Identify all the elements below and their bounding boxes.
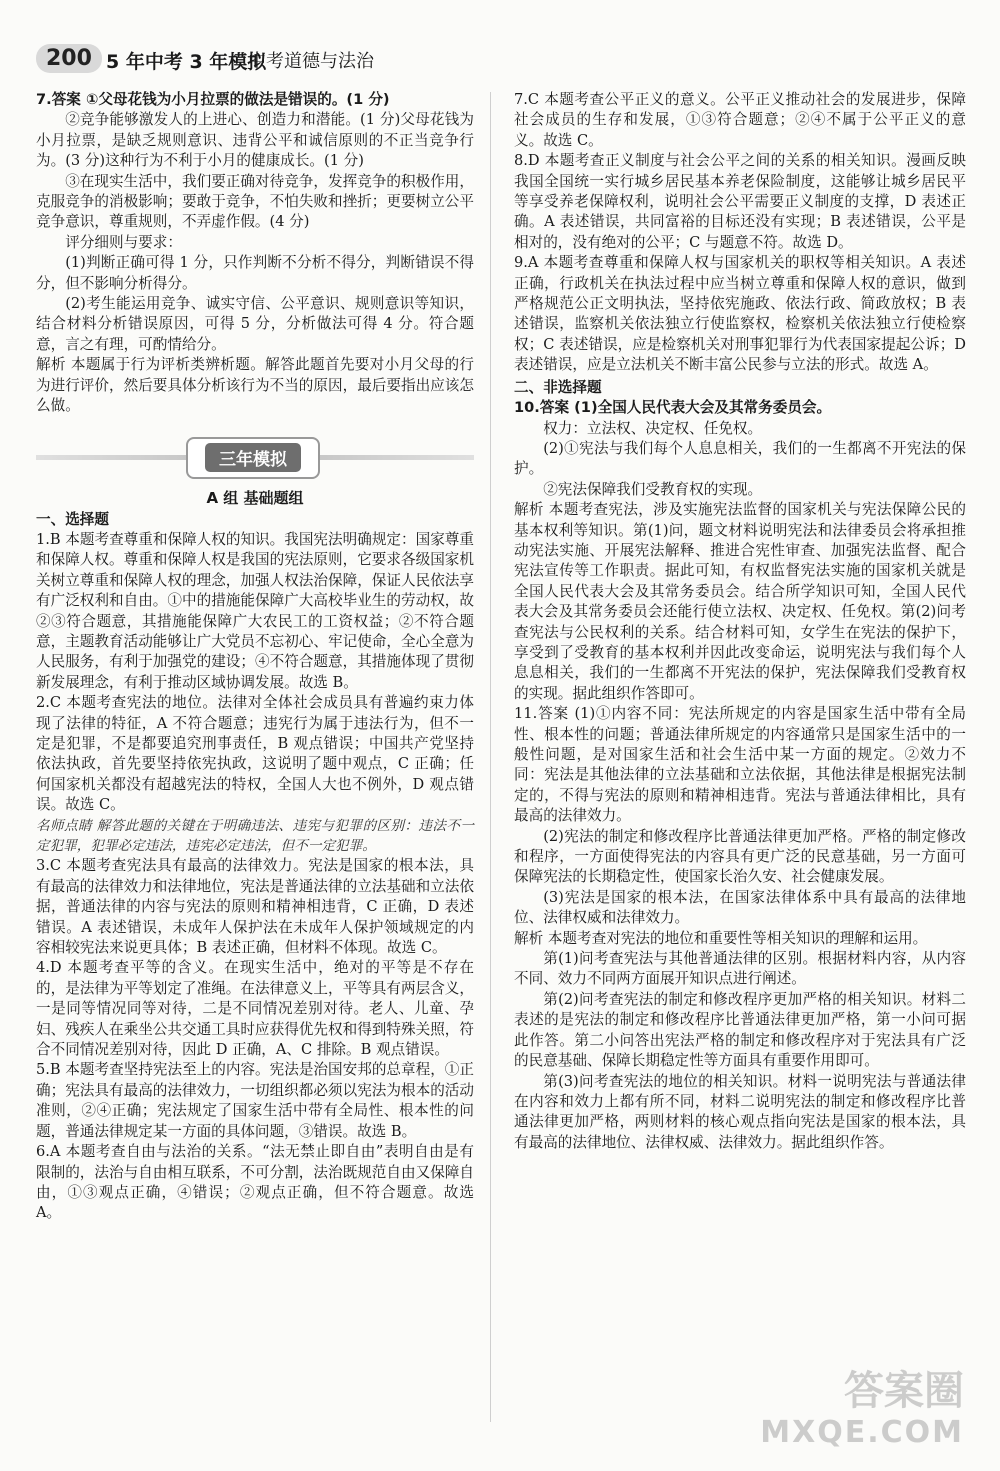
analysis-10: 解析 本题考查宪法，涉及实施宪法监督的国家机关与宪法保障公民的基本权利等知识。第(1)问，题文材料说明宪法和法律委员会将承担推动宪法实施、开展宪法解释、推进合宪性审查、加强宪法监督、配合宪法宣传等工作职责。据此可知，有权监督宪法实施的国家机关就是全国人民代表大会及其常务委员会。结合所学知识可知，全国人民代表大会及其常务委员会还能行使立法权、决定权、任免权。第(2)问考查宪法与公民权利的关系。结合材料可知，女学生在宪法的保护下，享受到了受教育的基本权利并因此改变命运，说明宪法与我们每个人息息相关，我们的一生都离不开宪法的保护，宪法保障我们受教育权的实现。据此组织作答即可。 — [514, 501, 966, 702]
analysis-11-p3: 第(3)问考查宪法的地位的相关知识。材料一说明宪法与普通法律在内容和效力上都有所不同，材料二说明宪法的制定和修改程序比普通法律更加严格，两则材料的核心观点指向宪法是国家的根本法，具有最高的法律地位、法律权威、法律效力。据此组织作答。 — [514, 1072, 966, 1151]
analysis-11-p2: 第(2)问考查宪法的制定和修改程序更加严格的相关知识。材料二表述的是宪法的制定和修改程序比普通法律更加严格，第一小问可据此作答。第二小问答出宪法严格的制定和修改程序对于宪法具有广泛的民意基础、保障长期稳定性等方面具有重要作用即可。 — [514, 990, 966, 1070]
analysis-7: 解析 本题属于行为评析类辨析题。解答此题首先要对小月父母的行为进行评价，然后要具体分析该行为不当的原因，最后要指出应该怎么做。 — [36, 356, 474, 415]
scoring-rule-1: (1)判断正确可得 1 分，只作判断不分析不得分，判断错误不得分，但不影响分析得分。 — [36, 254, 474, 292]
answer-11-p2: (2)宪法的制定和修改程序比普通法律更加严格。严格的制定修改和程序，一方面使得宪法的内容具有更广泛的民意基础，另一方面可保障宪法的长期稳定性，使国家长治久安、社会健康发展。 — [514, 827, 966, 886]
item-3: 3.C 本题考查宪法具有最高的法律效力。宪法是国家的根本法，具有最高的法律效力和法律地位，宪法是普通法律的立法基础和立法依据，普通法律的内容与宪法的原则和精神相违背，C 正确，D 表述错误。A 表述错误，未成年人保护法在未成年人保护领域规定的内容相较宪法来说更具体；B 表述正确，但材料不体现。故选 C。 — [36, 857, 474, 957]
analysis-11-p1: 第(1)问考查宪法与其他普通法律的区别。根据材料内容，从内容不同、效力不同两方面展开知识点进行阐述。 — [514, 950, 966, 988]
analysis-11: 解析 本题考查对宪法的地位和重要性等相关知识的理解和运用。 — [514, 929, 928, 947]
item-5: 5.B 本题考查坚持宪法至上的内容。宪法是治国安邦的总章程，①正确；宪法具有最高的法律效力，一切组织都必须以宪法为根本的活动准则，②④正确；宪法规定了国家生活中带有全局性、根本性的问题，普通法律规定某一方面的具体问题，③错误。故选 B。 — [36, 1061, 474, 1140]
page-header — [30, 42, 970, 82]
answer-10: 10.答案 (1)全国人民代表大会及其常务委员会。 — [514, 399, 832, 417]
subject-title: 中考道德与法治 — [248, 51, 374, 72]
section-nonchoice: 二、非选择题 — [514, 378, 602, 396]
teacher-tip: 名师点睛 解答此题的关键在于明确违法、违宪与犯罪的区别：违法不一定犯罪，犯罪必定违法，违宪必定违法，但不一定犯罪。 — [36, 817, 474, 854]
item-4: 4.D 本题考查平等的含义。在现实生活中，绝对的平等是不存在的，是法律为平等划定了准绳。在法律意义上，平等具有两层含义，一是同等情况同等对待，二是不同情况差别对待。老人、儿童、孕妇、残疾人在乘坐公共交通工具时应获得优先权和得到特殊关照，符合不同情况差别对待，因此 D 正确，A、C 排除。B 观点错误。 — [36, 959, 474, 1059]
answer-11-p3: (3)宪法是国家的根本法，在国家法律体系中具有最高的法律地位、法律权威和法律效力。 — [514, 888, 966, 927]
left-column — [36, 90, 474, 1224]
answer-7: 7.答案 ①父母花钱为小月拉票的做法是错误的。(1 分) — [36, 91, 390, 108]
answer-10-powers: 权力：立法权、决定权、任免权。 — [543, 419, 763, 437]
section-banner — [36, 435, 474, 481]
item-2: 2.C 本题考查宪法的地位。法律对全体社会成员具有普遍约束力体现了法律的特征，A 不符合题意；违宪行为属于违法行为，但不一定是犯罪，不是都要追究刑事责任，B 观点错误；中国共产党坚持依法执政，首先要坚持依宪执政，这说明了题中观点，C 正确；任何国家机关都没有超越宪法的特权，全国人大也不例外，D 观点错误。故选 C。 — [36, 694, 474, 814]
watermark-logo — [760, 1359, 964, 1459]
answer-10-p2: (2)①宪法与我们每个人息息相关，我们的一生都离不开宪法的保护。 — [514, 439, 966, 478]
watermark-line1: 答案圈 — [844, 1368, 964, 1414]
answer-7-p2: ②竞争能够激发人的上进心、创造力和潜能。(1 分)父母花钱为小月拉票，是缺乏规则意识、违背公平和诚信原则的不正当竞争行为。(3 分)这种行为不利于小月的健康成长。(1 分) — [36, 111, 474, 170]
answer-7-p3: ③在现实生活中，我们要正确对待竞争，发挥竞争的积极作用，克服竞争的消极影响；要敢于竞争，不怕失败和挫折；更要树立公平竞争意识，尊重规则，不弄虚作假。(4 分) — [36, 172, 474, 231]
group-title: A 组 基础题组 — [206, 488, 304, 507]
scoring-title: 评分细则与要求： — [65, 233, 182, 251]
right-column — [514, 90, 966, 1153]
item-1: 1.B 本题考查尊重和保障人权的知识。我国宪法明确规定：国家尊重和保障人权。尊重和保障人权是我国的宪法原则，它要求各级国家机关树立尊重和保障人权的理念，加强人权法治保障，保证人民依法享有广泛权利和自由。①中的措施能保障广大高校毕业生的劳动权，故②③符合题意，其措施能保障广大农民工的工资权益；②不符合题意，主题教育活动能够让广大党员不忘初心、牢记使命，全心全意为人民服务，有利于加强党的建设；④不符合题意，其措施体现了贯彻新发展理念，有利于推动区域协调发展。故选 B。 — [36, 530, 474, 691]
page-number: 200 — [36, 44, 102, 73]
item-7: 7.C 本题考查公平正义的意义。公平正义推动社会的发展进步，保障社会成员的生存和发展，①③符合题意；②④不属于公平正义的意义。故选 C。 — [514, 91, 966, 149]
item-9: 9.A 本题考查尊重和保障人权与国家机关的职权等相关知识。A 表述正确，行政机关在执法过程中应当树立尊重和保障人权的意识，做到严格规范公正文明执法，坚持依宪施政、依法行政、简政放权；B 表述错误，监察机关依法独立行使监察权，检察机关依法独立行使检察权；C 表述错误，应是检察机关对刑事犯罪行为代表国家提起公诉；D 表述错误，应是立法机关不断丰富公民参与立法的形式。故选 A。 — [514, 254, 966, 374]
scoring-rule-2: (2)考生能运用竞争、诚实守信、公平意识、规则意识等知识，结合材料分析错误原因，可得 5 分，分析做法可得 4 分。符合题意，言之有理，可酌情给分。 — [36, 295, 474, 353]
watermark-line2: MXQE.COM — [760, 1415, 964, 1450]
item-8: 8.D 本题考查正义制度与社会公平之间的关系的相关知识。漫画反映我国全国统一实行城乡居民基本养老保险制度，这能够让城乡居民平等享受养老保障权利，说明社会公平需要正义制度的支撑，D 表述正确。A 表述错误，共同富裕的目标还没有实现；B 表述错误，公平是相对的，没有绝对的公平；C 与题意不符。故选 D。 — [514, 152, 966, 251]
section-choice: 一、选择题 — [36, 510, 109, 528]
banner-tag — [186, 437, 320, 479]
banner-label: 三年模拟 — [205, 443, 301, 472]
answer-11: 11.答案 (1)①内容不同：宪法所规定的内容是国家生活中带有全局性、根本性的问题；普通法律所规定的内容通常只是国家生活中的一般性问题，是对国家生活和社会生活中某一方面的规定。②效力不同：宪法是其他法律的立法基础和立法依据，其他法律是根据宪法制定的，不得与宪法的原则和精神相违背。宪法与普通法律相比，具有最高的法律效力。 — [514, 705, 966, 825]
column-divider — [490, 92, 491, 1422]
answer-10-p3: ②宪法保障我们受教育权的实现。 — [543, 480, 763, 498]
book-title: 5 年中考 3 年模拟 — [106, 51, 267, 73]
item-6: 6.A 本题考查自由与法治的关系。“法无禁止即自由”表明自由是有限制的，法治与自由相互联系，不可分割，法治既规范自由又保障自由，①③观点正确，④错误；②观点正确，但不符合题意。故选 A。 — [36, 1143, 474, 1222]
